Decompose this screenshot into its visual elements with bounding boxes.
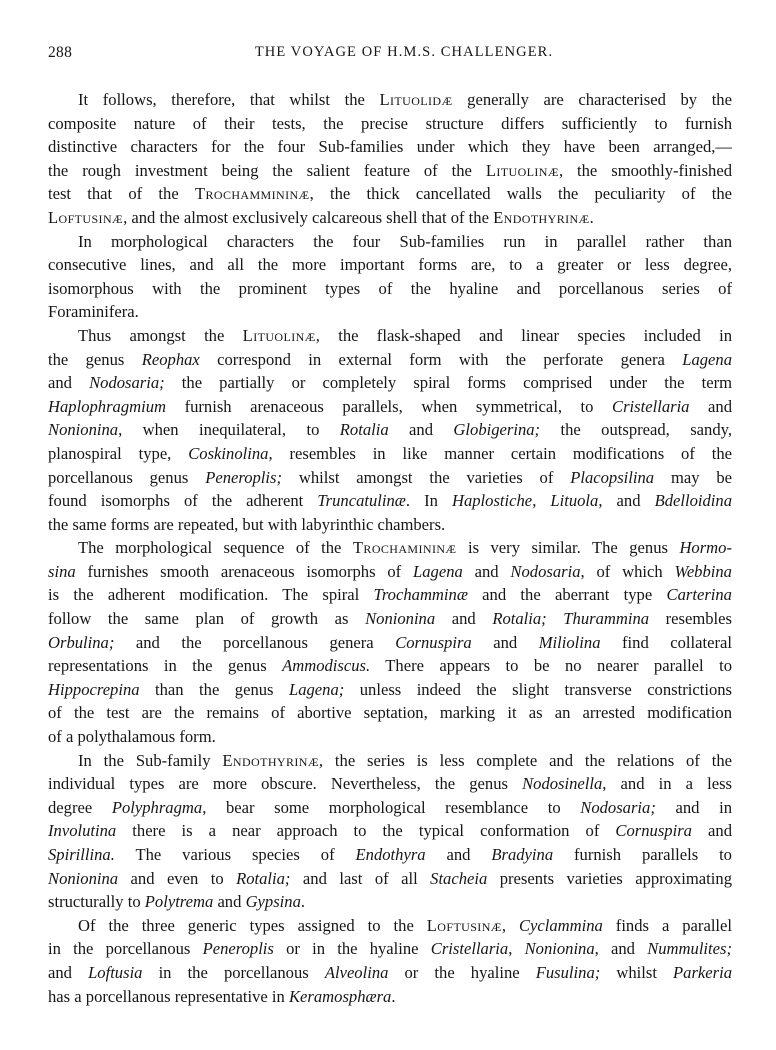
text-run: find collateral [600, 632, 732, 652]
text-line [48, 135, 732, 159]
text-run: , the series is less complete and the relations of the [318, 750, 732, 770]
text-run: In the Sub-family [78, 750, 223, 770]
text-run: The various species of [114, 845, 356, 864]
text-line [48, 701, 732, 725]
text-line [48, 890, 732, 914]
text-run: has a porcellanous representative in [48, 986, 289, 1006]
text-run: the genus [48, 349, 142, 369]
taxon-name: Lituolinæ [242, 325, 316, 345]
text-run: The morphological sequence of the [78, 538, 353, 558]
text-run: , and [598, 491, 655, 511]
text-line [48, 583, 732, 607]
text-run: , when inequilateral, to [118, 420, 340, 440]
text-line [48, 654, 732, 678]
genus-name: Involutina [48, 821, 117, 841]
text-run: furnishes smooth arenaceous isomorphs of [75, 561, 414, 581]
text-line [48, 513, 732, 537]
genus-name: Thurammina [563, 609, 650, 629]
text-run: , and [594, 939, 648, 959]
text-run: , [501, 915, 519, 935]
text-run: Foraminifera. [48, 302, 139, 322]
genus-name: Hippocrepina [48, 679, 140, 699]
text-run: and [689, 396, 733, 416]
paragraph [48, 324, 732, 536]
text-run: whilst amongst the varieties of [282, 467, 571, 487]
text-run: test that of the [48, 184, 195, 204]
genus-name: sina [48, 561, 76, 581]
text-run: in the porcellanous [48, 939, 203, 959]
genus-name: Polyphragma [111, 797, 203, 817]
genus-name: Nodosaria; [89, 373, 165, 393]
genus-name: Nummulites; [647, 939, 732, 959]
text-run: found isomorphs of the adherent [48, 491, 318, 511]
text-run: and last of all [290, 868, 431, 888]
text-run: representations in the genus [48, 656, 283, 676]
text-run: the rough investment being the salient feature of the [48, 160, 486, 180]
genus-name: Cornuspira [615, 821, 692, 841]
text-run: finds a parallel [602, 915, 733, 935]
text-run: , and in a less [602, 774, 732, 794]
genus-name: Coskinolina [188, 443, 269, 463]
genus-name: Miliolina [538, 632, 601, 652]
genus-name: Nodosaria; [580, 797, 656, 817]
text-line [48, 536, 732, 560]
genus-name: Orbulina; [48, 632, 115, 652]
text-run: and in [655, 797, 732, 817]
genus-name: Rotalia; [236, 868, 291, 888]
paragraph [48, 230, 732, 324]
genus-name: Parkeria [673, 962, 733, 982]
text-line [48, 796, 732, 820]
text-run: In morphological characters the four Sub-families run in parallel rather than [78, 231, 732, 251]
genus-name: Nonionina [48, 420, 119, 440]
text-run: follow the same plan of growth as [48, 609, 366, 629]
genus-name: Stacheia [430, 868, 488, 888]
genus-name: Endothyra [355, 845, 426, 864]
genus-name: Peneroplis; [205, 467, 283, 487]
text-run: correspond in external form with the perforate genera [199, 349, 683, 369]
text-line [48, 442, 732, 466]
text-run: may be [654, 467, 733, 487]
text-line [48, 937, 732, 961]
taxon-name: Trochammininæ [194, 184, 310, 204]
text-run: Thus amongst the [78, 325, 243, 345]
genus-name: Rotalia; [492, 609, 547, 629]
genus-name: Lagena [682, 349, 732, 369]
genus-name: Bdelloidina [654, 491, 732, 511]
genus-name: Trochamminæ [373, 585, 468, 605]
text-run: . [589, 207, 594, 227]
text-run [547, 609, 564, 628]
genus-name: Webbina [674, 561, 732, 581]
text-line [48, 678, 732, 702]
genus-name: Spirillina. [48, 845, 115, 864]
text-run: composite nature of their tests, the precise structure differs sufficiently to furnish [48, 113, 732, 133]
text-run: , the thick cancellated walls the peculiarity of the [309, 184, 732, 204]
text-run: Of the three generic types assigned to the [78, 915, 427, 935]
text-run: and the porcellanous genera [114, 632, 396, 652]
genus-name: Gypsina [245, 892, 301, 912]
text-run: porcellanous genus [48, 467, 206, 487]
text-line [48, 914, 732, 938]
page-header [48, 44, 732, 66]
taxon-name: Trochamininæ [352, 538, 457, 558]
genus-name: Cornuspira [395, 632, 472, 652]
genus-name: Hormo- [679, 538, 732, 558]
text-run: presents varieties approximating [487, 868, 732, 888]
text-line [48, 88, 732, 112]
text-run: distinctive characters for the four Sub-families under which they have been arranged,— [48, 137, 732, 157]
genus-name: Cyclammina [518, 915, 603, 935]
text-run: furnish parallels to [553, 845, 732, 864]
text-run: degree [48, 797, 112, 817]
genus-name: Rotalia [339, 420, 389, 440]
text-run: and [425, 845, 492, 864]
genus-name: Loftusia [88, 962, 143, 982]
genus-name: Ammodiscus. [282, 656, 371, 676]
text-run: , the smoothly-finished [558, 160, 732, 180]
genus-name: Peneroplis [202, 939, 274, 959]
paragraph [48, 914, 732, 1008]
text-line [48, 395, 732, 419]
text-run: in the porcellanous [142, 962, 325, 982]
text-run: and [213, 892, 246, 912]
text-run: and [388, 420, 454, 440]
text-line [48, 324, 732, 348]
text-run: , and the almost exclusively calcareous shell that of the [123, 207, 494, 227]
text-line [48, 985, 732, 1009]
taxon-name: Endothyrinæ [493, 207, 590, 227]
text-line [48, 418, 732, 442]
genus-name: Nodosinella [522, 774, 603, 794]
text-run: generally are characterised by the [452, 90, 732, 109]
text-line [48, 253, 732, 277]
text-line [48, 182, 732, 206]
text-run: , bear some morphological resemblance to [202, 797, 581, 817]
text-line [48, 819, 732, 843]
text-line [48, 348, 732, 372]
text-line [48, 300, 732, 324]
genus-name: Lagena [413, 561, 463, 581]
text-line [48, 489, 732, 513]
genus-name: Lituola [550, 491, 599, 511]
paragraph [48, 749, 732, 914]
text-run: There appears to be no nearer parallel to [370, 656, 733, 676]
text-line [48, 560, 732, 584]
text-run: the same forms are repeated, but with labyrinthic chambers. [48, 514, 446, 534]
text-run: or in the hyaline [273, 939, 431, 959]
text-line [48, 466, 732, 490]
text-line [48, 961, 732, 985]
text-run: of the test are the remains of abortive septation, marking it as an arrested modification [48, 703, 732, 723]
text-run: and the aberrant type [467, 585, 667, 605]
text-line [48, 749, 732, 773]
text-run: structurally to [48, 892, 145, 912]
genus-name: Cristellaria [612, 396, 690, 416]
text-run: . In [405, 491, 452, 511]
text-run: . [300, 892, 306, 912]
text-line [48, 631, 732, 655]
genus-name: Globigerina; [453, 420, 541, 440]
text-run: the outspread, sandy, [540, 420, 733, 440]
text-line [48, 230, 732, 254]
genus-name: Reophax [141, 349, 200, 369]
text-line [48, 159, 732, 183]
text-run: and [471, 632, 539, 652]
running-title: THE VOYAGE OF H.M.S. CHALLENGER. [254, 44, 554, 60]
taxon-name: Endothyrinæ [222, 750, 319, 770]
taxon-name: Lituolinæ [485, 160, 559, 180]
text-run: and [48, 373, 90, 393]
text-run: is the adherent modification. The spiral [48, 585, 374, 605]
genus-name: Cristellaria [430, 939, 509, 959]
genus-name: Nodosaria [510, 561, 581, 581]
text-line [48, 112, 732, 136]
text-line [48, 725, 732, 749]
genus-name: Fusulina; [535, 962, 601, 982]
text-run: or the hyaline [388, 962, 536, 982]
text-run: furnish arenaceous parallels, when symmetrical, to [166, 396, 613, 416]
text-line [48, 867, 732, 891]
text-run: the partially or completely spiral forms comprised under the term [164, 373, 733, 393]
text-run: It follows, therefore, that whilst the [78, 90, 380, 109]
genus-name: Nonionina [365, 609, 436, 629]
taxon-name: Lituolidæ [379, 90, 453, 109]
paragraph [48, 536, 732, 748]
text-run: and [462, 561, 511, 581]
text-run: unless indeed the slight transverse constrictions [344, 679, 732, 699]
body-text [48, 88, 732, 1008]
text-line [48, 607, 732, 631]
text-run: individual types are more obscure. Nevertheless, the genus [48, 774, 523, 794]
text-run: and even to [118, 868, 237, 888]
text-run: , resembles in like manner certain modifications of the [268, 443, 733, 463]
text-run: consecutive lines, and all the more important forms are, to a greater or less degree, [48, 255, 732, 275]
text-run: resembles [649, 609, 732, 629]
genus-name: Nonionina [48, 868, 119, 888]
text-run: and [691, 821, 732, 841]
text-run: , [508, 939, 525, 959]
genus-name: Haplophragmium [48, 396, 167, 416]
text-run: than the genus [139, 679, 289, 699]
text-line [48, 277, 732, 301]
page-number: 288 [48, 44, 73, 61]
genus-name: Alveolina [324, 962, 389, 982]
text-run: , [532, 491, 551, 511]
text-line [48, 772, 732, 796]
text-run: is very similar. The genus [456, 538, 680, 558]
text-run: . [391, 986, 396, 1006]
text-run: , of which [580, 561, 675, 581]
genus-name: Bradyina [491, 845, 554, 864]
text-line [48, 206, 732, 230]
genus-name: Nonionina [524, 939, 595, 959]
genus-name: Placopsilina [570, 467, 655, 487]
text-run: , the flask-shaped and linear species included in [315, 325, 732, 345]
paragraph [48, 88, 732, 230]
text-run: of a polythalamous form. [48, 727, 216, 747]
taxon-name: Loftusinæ [426, 915, 502, 935]
genus-name: Keramosphæra [288, 986, 392, 1006]
genus-name: Lagena; [288, 679, 345, 699]
genus-name: Truncatulinæ [317, 491, 406, 511]
text-line [48, 843, 732, 867]
text-run: isomorphous with the prominent types of the hyaline and porcellanous series of [48, 278, 732, 298]
text-run: there is a near approach to the typical conformation of [116, 821, 616, 841]
genus-name: Polytrema [144, 892, 214, 912]
genus-name: Carterina [666, 585, 732, 605]
text-line [48, 371, 732, 395]
taxon-name: Loftusinæ [48, 207, 124, 227]
text-run: and [435, 609, 493, 629]
text-run: whilst [600, 962, 674, 982]
text-run: planospiral type, [48, 443, 189, 463]
text-run: and [48, 962, 89, 982]
genus-name: Haplostiche [451, 491, 533, 511]
